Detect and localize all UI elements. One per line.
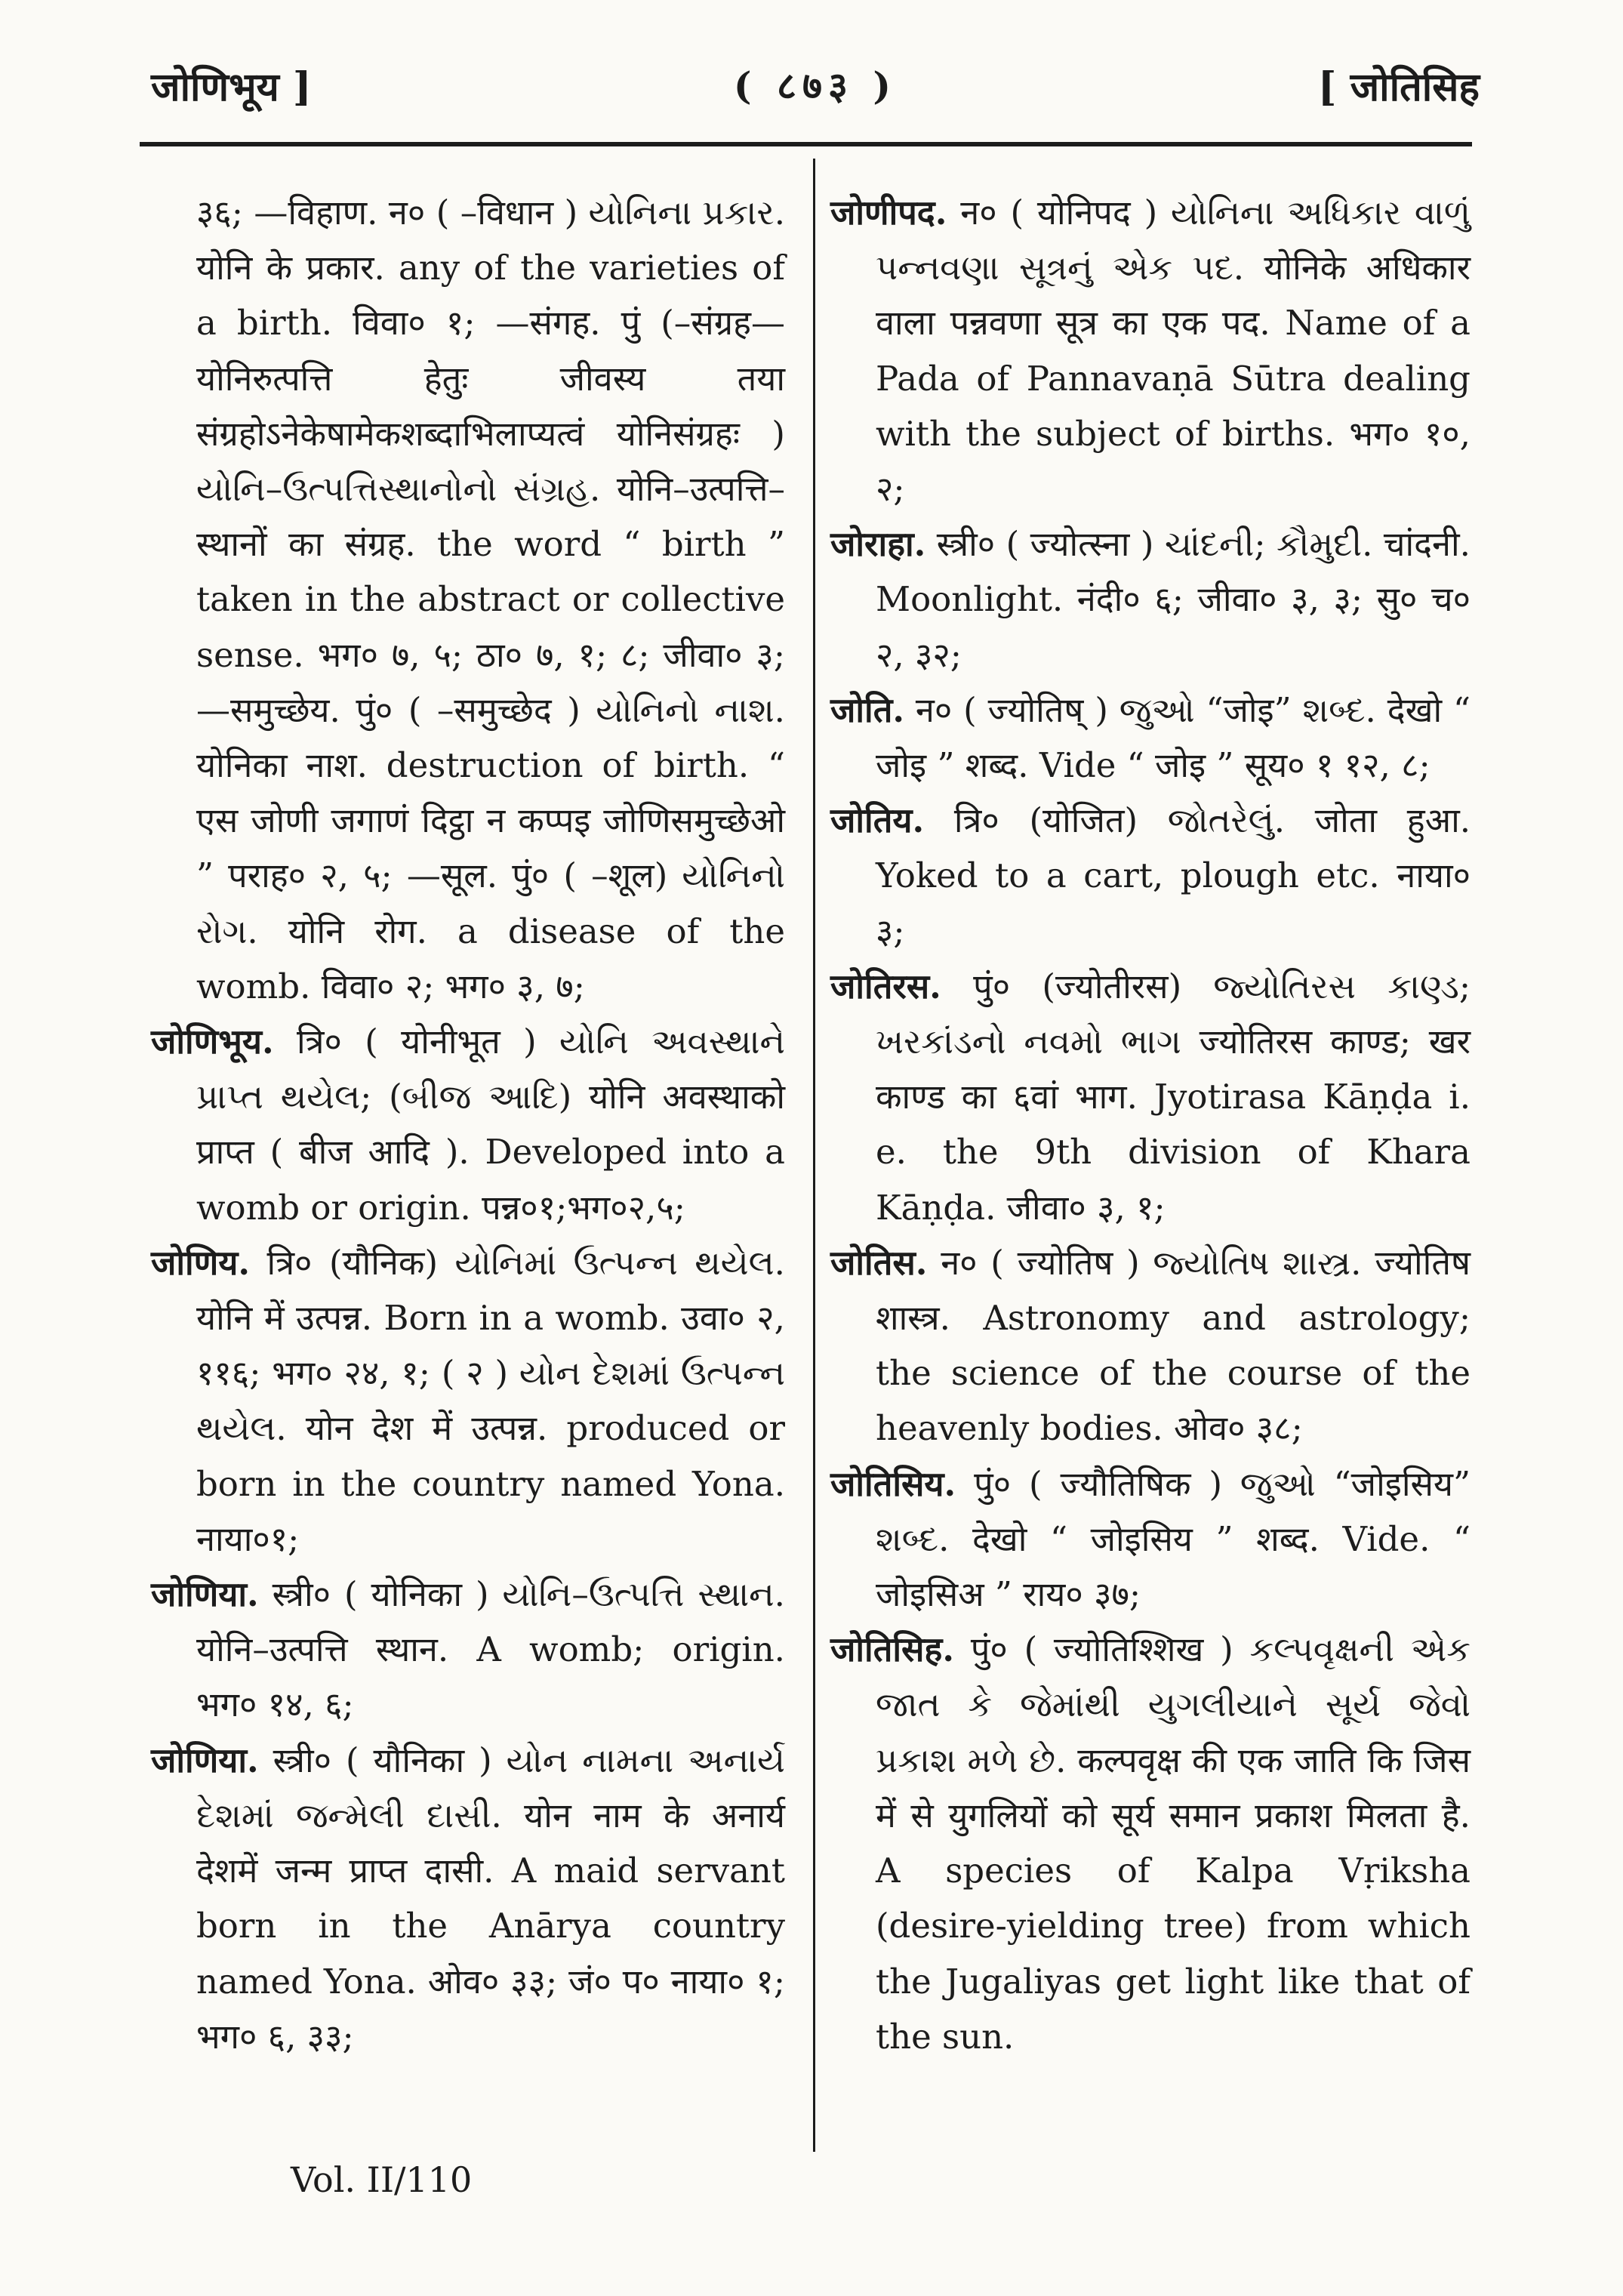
entry-text: स्त्री० ( ज्योत्स्ना ) ચાંદની; કૌમુદી. चांदनी. Moonlight. नंदी० ६; जीवा० ३, ३; सु० च० २, ३२; [876,524,1471,675]
volume-footer: Vol. II/110 [291,2159,473,2200]
dictionary-entry [151,1733,785,2064]
dictionary-entry [151,185,785,1014]
entry-text: पुं० ( ज्यौतिषिक ) જુઓ “जोइसिय” શબ્દ. देखो “ जोइसिय ” शब्द. Vide. “ जोइसिअ ” राय० ३७; [876,1463,1471,1615]
entry-text: ३६; —विहाण. न० ( –विधान ) યોનિના પ્રકાર. योनि के प्रकार. any of the varieties of a birth. विवा० १; —संगह. पुं (–संग्रह—योनिरुत्पत्ति हेतुः जीवस्य तया संग्रहोऽनेकेषामेकशब्दाभिलाप्यत्वं योनिसंग्रहः ) યોનિ–ઉત્પત્તિસ્થાનોનો સંગ્રહ. योनि–उत्पत्ति–स्थानों का संग्रह. the word “ birth ” taken in the abstract or collective sense. भग० ७, ५; ठा० ७, १; ८; जीवा० ३; —समुच्छेय. पुं० ( –समुच्छेद ) યોનિનો નાશ. योनिका नाश. destruction of birth. “ एस जोणी जगाणं दिट्ठा न कप्पइ जोणिसमुच्छेओ ” पराह० २, ५; —सूल. पुं० ( –शूल) યોનિનો રોગ. योनि रोग. a disease of the womb. विवा० २; भग० ३, ७; [196,193,785,1006]
entry-text: पुं० (ज्योतीरस) જ્યોતિરસ કાણ્ડ; ખરકાંડનો નવમો ભાગ ज्योतिरस काण्ड; खर काण्ड का ६वां भाग. Jyotirasa Kāṇḍa i. e. the 9th division of Khara Kāṇḍa. जीवा० ३, १; [876,966,1471,1228]
header-left-guideword: जोणिभूय ] [151,64,312,110]
entry-headword: जोराहा. [830,524,926,565]
entry-text: त्रि० (यौनिक) યોનિમાં ઉત્પન્ન થયેલ. योनि में उत्पन्न. Born in a womb. उवा० २, ११६; भग० २४, १; ( २ ) યોન દેશમાં ઉત્પન્ન થયેલ. योन देश में उत्पन्न. produced or born in the country named Yona. नाया०१; [196,1242,785,1559]
entry-text: पुं० ( ज्योतिश्शिख ) કલ્પવૃક્ષની એક જાત કે જેમાંથી યુગલીયાને સૂર્ય જેવો પ્રકાશ મળે છે. कल्पवृक्ष की एक जाति कि जिस में से युगलियों को सूर्य समान प्रकाश मिलता है. A species of Kalpa Vṛiksha (desire-yielding tree) from which the Jugaliyas get light like that of the sun. [876,1629,1471,2057]
entry-headword: जोतिसिह. [830,1629,954,1670]
column-divider [813,159,815,2152]
left-column [151,185,785,2064]
header-right-guideword: [ जोतिसिह [1317,64,1480,110]
dictionary-entry [151,1014,785,1235]
dictionary-entry [151,1567,785,1733]
entry-text: स्त्री० ( यौनिका ) યોન નામના અનાર્ય દેશમાં જન્મેલી દાસી. योन नाम के अनार्य देशमें जन्म प्राप्त दासी. A maid servant born in the Anārya country named Yona. ओव० ३३; जं० प० नाया० १; भग० ६, ३३; [196,1740,785,2057]
dictionary-entry [830,516,1471,683]
dictionary-entry [830,1622,1471,2064]
entry-headword: जोतिस. [830,1242,928,1283]
entry-text: स्त्री० ( योनिका ) યોનિ–ઉત્પત્તિ સ્થાન. योनि–उत्पत्ति स्थान. A womb; origin. भग० १४, ६; [196,1574,785,1725]
entry-text: न० ( ज्योतिष ) જ્યોતિષ શાસ્ત્ર. ज्योतिष शास्त्र. Astronomy and astrology; the science of the course of the heavenly bodies. ओव० ३८; [876,1242,1471,1449]
entry-headword: जोति. [830,689,905,730]
right-column [830,185,1471,2064]
entry-headword: जोतिसिय. [830,1463,956,1504]
entry-text: त्रि० ( योनीभूत ) યોનિ અવસ્થાને પ્રાપ્ત થયેલ; (બીજ આદિ) योनि अवस्थाको प्राप्त ( बीज आदि ). Developed into a womb or origin. पन्न०१;भग०२,५; [196,1022,785,1228]
entry-text: त्रि० (योजित) જોતરેલું. जोता हुआ. Yoked to a cart, plough etc. नाया० ३; [876,800,1471,951]
dictionary-entry [830,185,1471,516]
entry-headword: जोणिय. [151,1242,251,1283]
entry-text: न० ( योनिपद ) યોનિના અધિકાર વાળું પન્નવણા સૂત્રનું એક પદ. योनिके अधिकार वाला पन्नवणा सूत्र का एक पद. Name of a Pada of Pannavaṇā Sūtra dealing with the subject of births. भग० १०, २; [876,193,1471,510]
dictionary-entry [830,683,1471,793]
dictionary-entry [830,1235,1471,1456]
entry-headword: जोणीपद. [830,193,947,233]
dictionary-entry [830,793,1471,959]
entry-headword: जोणिभूय. [151,1022,274,1062]
entry-headword: जोतिय. [830,800,925,841]
dictionary-entry [830,959,1471,1235]
dictionary-entry [830,1456,1471,1623]
header-rule [140,142,1472,146]
entry-headword: जोणिया. [151,1740,259,1780]
page-number: ( ८७३ ) [733,63,898,108]
page-header [151,45,1480,128]
entry-headword: जोतिरस. [830,966,941,1006]
entry-headword: जोणिया. [151,1574,259,1615]
entry-text: न० ( ज्योतिष् ) જુઓ “जोइ” શબ્દ. देखो “ जोइ ” शब्द. Vide “ जोइ ” सूय० १ १२, ८; [876,689,1471,786]
dictionary-entry [151,1235,785,1567]
